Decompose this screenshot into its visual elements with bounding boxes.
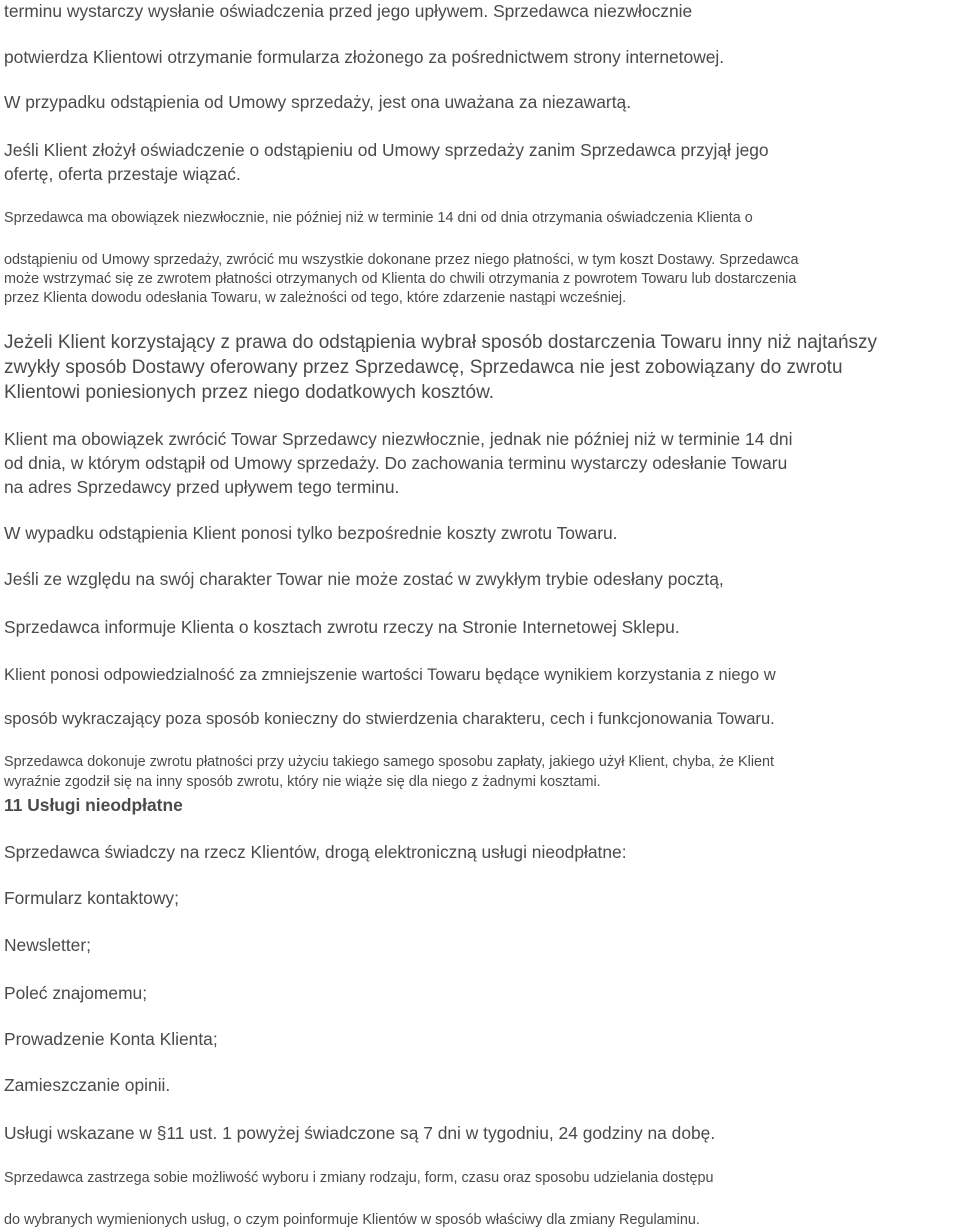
paragraph-line: Jeżeli Klient korzystający z prawa do odstąpienia wybrał sposób dostarczenia Towaru inny niż najtańszy <box>4 332 878 353</box>
paragraph-line: na adres Sprzedawcy przed upływem tego terminu. <box>4 477 400 497</box>
paragraph-line: sposób wykraczający poza sposób konieczny do stwierdzenia charakteru, cech i funkcjonowania Towaru. <box>4 709 775 728</box>
paragraph-line: W przypadku odstąpienia od Umowy sprzedaży, jest ona uważana za niezawartą. <box>4 92 632 112</box>
paragraph-line: Klientowi poniesionych przez niego dodatkowych kosztów. <box>4 382 495 403</box>
paragraph-line: do wybranych wymienionych usług, o czym poinformuje Klientów w sposób właściwy dla zmiany Regulaminu. <box>4 1212 700 1228</box>
list-item: Prowadzenie Konta Klienta; <box>4 1029 218 1049</box>
list-item: Newsletter; <box>4 935 91 955</box>
paragraph-line: przez Klienta dowodu odesłania Towaru, w zależności od tego, które zdarzenie nastąpi wcześniej. <box>4 290 627 306</box>
paragraph-line: W wypadku odstąpienia Klient ponosi tylko bezpośrednie koszty zwrotu Towaru. <box>4 523 618 543</box>
paragraph-line: Sprzedawca dokonuje zwrotu płatności przy użyciu takiego samego sposobu zapłaty, jakiego użył Klient, chyba, że Klient <box>4 754 775 770</box>
paragraph-line: wyraźnie zgodził się na inny sposób zwrotu, który nie wiąże się dla niego z żadnymi kosztami. <box>4 774 601 790</box>
list-item: Zamieszczanie opinii. <box>4 1075 171 1095</box>
paragraph-line: może wstrzymać się ze zwrotem płatności otrzymanych od Klienta do chwili otrzymania z powrotem Towaru lub dostarczenia <box>4 271 797 287</box>
paragraph-line: terminu wystarczy wysłanie oświadczenia przed jego upływem. Sprzedawca niezwłocznie <box>4 1 693 21</box>
paragraph-line: odstąpieniu od Umowy sprzedaży, zwrócić mu wszystkie dokonane przez niego płatności, w tym koszt Dostawy. Sprzedawca <box>4 252 799 268</box>
paragraph-line: ofertę, oferta przestaje wiązać. <box>4 164 241 184</box>
list-item: Formularz kontaktowy; <box>4 888 179 908</box>
paragraph-line: Sprzedawca informuje Klienta o kosztach zwrotu rzeczy na Stronie Internetowej Sklepu. <box>4 617 680 637</box>
availability-note: Usługi wskazane w §11 ust. 1 powyżej świadczone są 7 dni w tygodniu, 24 godziny na dobę. <box>4 1123 716 1143</box>
section-intro: Sprzedawca świadczy na rzecz Klientów, drogą elektroniczną usługi nieodpłatne: <box>4 842 627 862</box>
paragraph-line: potwierdza Klientowi otrzymanie formularza złożonego za pośrednictwem strony internetowej. <box>4 47 725 67</box>
paragraph-line: Sprzedawca ma obowiązek niezwłocznie, nie później niż w terminie 14 dni od dnia otrzymania oświadczenia Klienta o <box>4 210 753 226</box>
paragraph-line: zwykły sposób Dostawy oferowany przez Sprzedawcę, Sprzedawca nie jest zobowiązany do zwrotu <box>4 357 843 378</box>
section-heading: 11 Usługi nieodpłatne <box>4 795 183 815</box>
paragraph-line: Klient ponosi odpowiedzialność za zmniejszenie wartości Towaru będące wynikiem korzystania z niego w <box>4 665 776 684</box>
paragraph-line: Jeśli ze względu na swój charakter Towar nie może zostać w zwykłym trybie odesłany pocztą, <box>4 569 724 589</box>
paragraph-line: od dnia, w którym odstąpił od Umowy sprzedaży. Do zachowania terminu wystarczy odesłanie Towaru <box>4 453 788 473</box>
paragraph-line: Sprzedawca zastrzega sobie możliwość wyboru i zmiany rodzaju, form, czasu oraz sposobu udzielania dostępu <box>4 1170 714 1186</box>
paragraph-line: Jeśli Klient złożył oświadczenie o odstąpieniu od Umowy sprzedaży zanim Sprzedawca przyjął jego <box>4 140 769 160</box>
paragraph-line: Klient ma obowiązek zwrócić Towar Sprzedawcy niezwłocznie, jednak nie później niż w terminie 14 dni <box>4 429 793 449</box>
list-item: Poleć znajomemu; <box>4 983 148 1003</box>
